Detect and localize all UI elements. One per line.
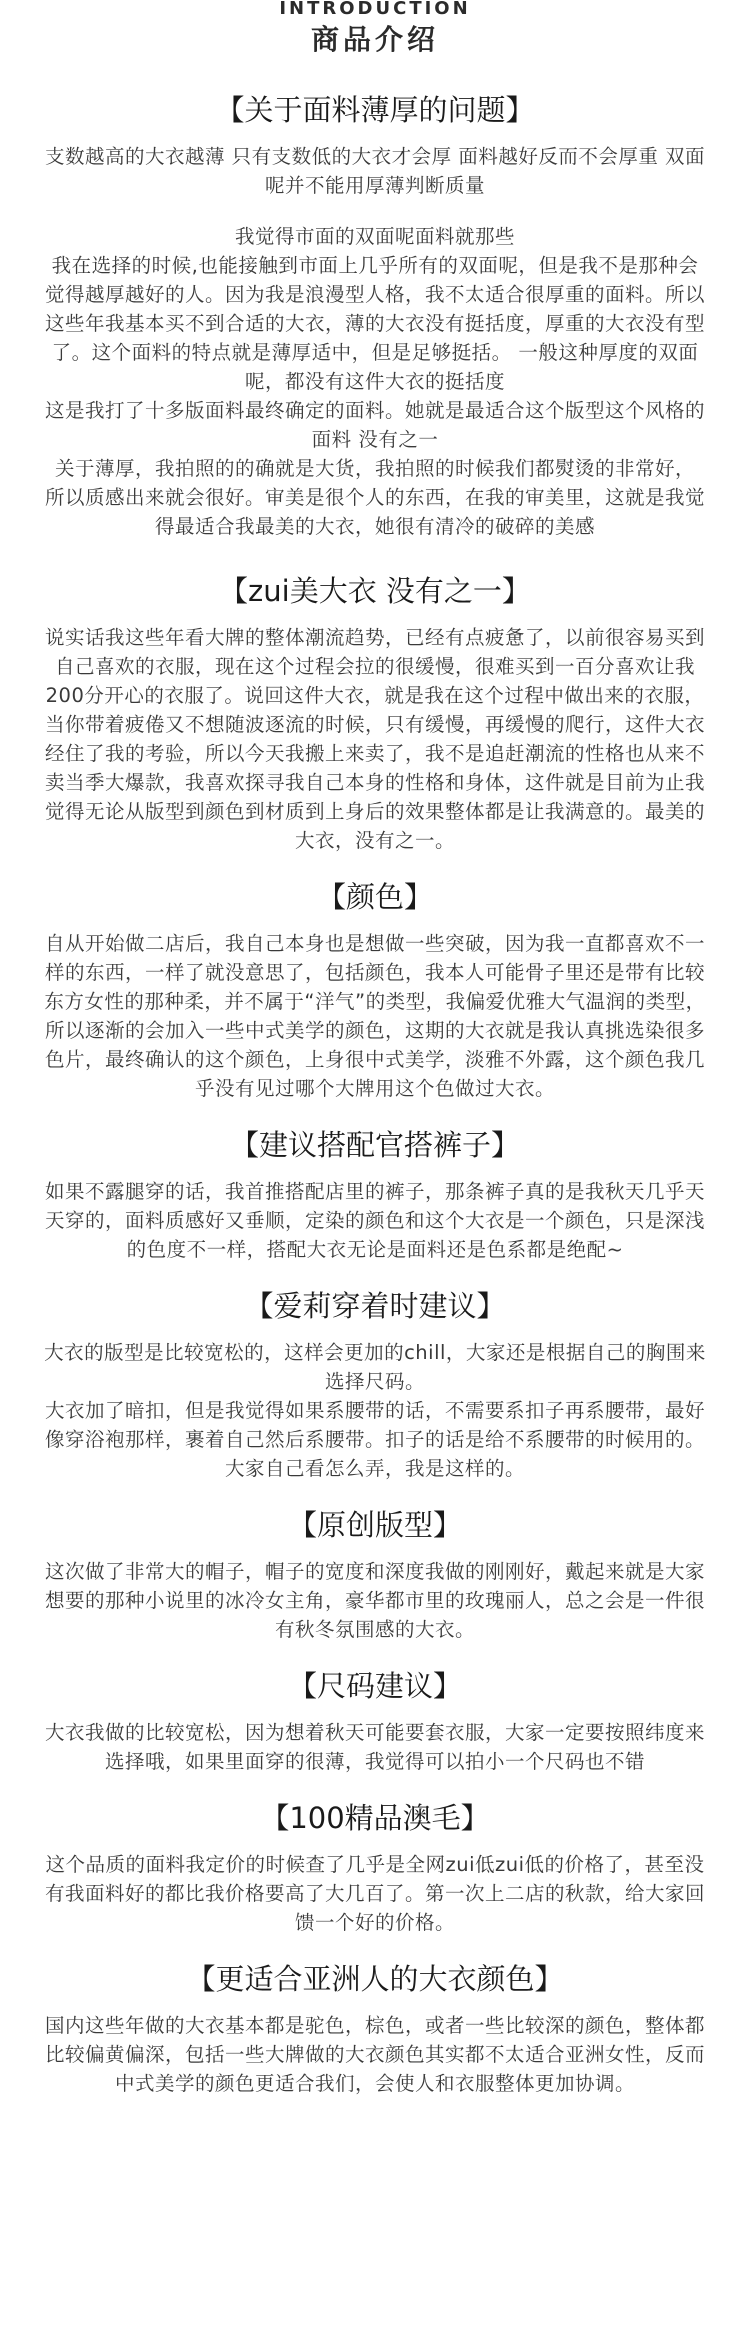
section-color: [44, 877, 706, 1103]
section-wearing-advice: [44, 1286, 706, 1483]
section-paragraph: 这是我打了十多版面料最终确定的面料。她就是最适合这个版型这个风格的面料 没有之一: [44, 399, 705, 451]
section-paragraph: 我觉得市面的双面呢面料就那些: [234, 225, 515, 248]
section-heading: 【更适合亚洲人的大衣颜色】: [186, 1962, 564, 1996]
section-paragraph: 我在选择的时候,也能接触到市面上几乎所有的双面呢，但是我不是那种会觉得越厚越好的人。因为我是浪漫型人格，我不太适合很厚重的面料。所以这些年我基本买不到合适的大衣，薄的大衣没有挺括度，厚重的大衣没有型了。这个面料的特点就是薄厚适中，但是足够挺括。 一般这种厚度的双面呢，都没有这件大衣的挺括度: [44, 254, 705, 393]
section-paragraph: 这个品质的面料我定价的时候查了几乎是全网zui低zui低的价格了，甚至没有我面料好的都比我价格要高了大几百了。第一次上二店的秋款，给大家回馈一个好的价格。: [44, 1853, 705, 1934]
section-paragraph: 说实话我这些年看大牌的整体潮流趋势，已经有点疲惫了，以前很容易买到自己喜欢的衣服，现在这个过程会拉的很缓慢，很难买到一百分喜欢让我200分开心的衣服了。说回这件大衣，就是我在这个过程中做出来的衣服，当你带着疲倦又不想随波逐流的时候，只有缓慢，再缓慢的爬行，这件大衣经住了我的考验，所以今天我搬上来卖了，我不是追赶潮流的性格也从来不卖当季大爆款，我喜欢探寻我自己本身的性格和身体，这件就是目前为止我觉得无论从版型到颜色到材质到上身后的效果整体都是让我满意的。最美的大衣，没有之一。: [44, 626, 705, 852]
section-paragraph: 大衣我做的比较宽松，因为想着秋天可能要套衣服，大家一定要按照纬度来选择哦，如果里面穿的很薄，我觉得可以拍小一个尺码也不错: [44, 1721, 705, 1773]
section-heading: 【尺码建议】: [287, 1669, 462, 1703]
section-paragraph: 国内这些年做的大衣基本都是驼色，棕色，或者一些比较深的颜色，整体都比较偏黄偏深，包括一些大牌做的大衣颜色其实都不太适合亚洲女性，反而中式美学的颜色更适合我们，会使人和衣服整体更加协调。: [44, 2014, 705, 2095]
section-heading: 【100精品澳毛】: [260, 1801, 490, 1835]
section-paragraph: 如果不露腿穿的话，我首推搭配店里的裤子，那条裤子真的是我秋天几乎天天穿的，面料质感好又垂顺，定染的颜色和这个大衣是一个颜色，只是深浅的色度不一样，搭配大衣无论是面料还是色系都是绝配~: [44, 1180, 705, 1261]
section-asian-colors: [44, 1959, 706, 2098]
section-paragraph: 大衣的版型是比较宽松的，这样会更加的chill，大家还是根据自己的胸围来选择尺码。: [44, 1341, 706, 1393]
section-heading: 【爱莉穿着时建议】: [244, 1289, 506, 1323]
section-heading: 【zui美大衣 没有之一】: [219, 574, 531, 608]
section-paragraph: 大衣加了暗扣，但是我觉得如果系腰带的话，不需要系扣子再系腰带，最好像穿浴袍那样，裹着自己然后系腰带。扣子的话是给不系腰带的时候用的。大家自己看怎么弄，我是这样的。: [44, 1399, 705, 1480]
intro-header: [44, 0, 706, 60]
section-heading: 【关于面料薄厚的问题】: [215, 93, 535, 127]
section-fabric-thickness: [44, 90, 706, 541]
intro-english-title: INTRODUCTION: [279, 0, 471, 18]
section-pairing-pants: [44, 1125, 706, 1264]
section-heading: 【建议搭配官搭裤子】: [229, 1128, 520, 1162]
section-paragraph: 这次做了非常大的帽子，帽子的宽度和深度我做的刚刚好，戴起来就是大家想要的那种小说里的冰冷女主角，豪华都市里的玫瑰丽人，总之会是一件很有秋冬氛围感的大衣。: [44, 1560, 705, 1641]
section-paragraph: 关于薄厚，我拍照的的确就是大货，我拍照的时候我们都熨烫的非常好， 所以质感出来就会很好。审美是很个人的东西，在我的审美里，这就是我觉得最适合我最美的大衣，她很有清冷的破碎的美感: [44, 457, 705, 538]
section-paragraph: 自从开始做二店后，我自己本身也是想做一些突破，因为我一直都喜欢不一样的东西，一样了就没意思了，包括颜色，我本人可能骨子里还是带有比较东方女性的那种柔，并不属于“洋气”的类型，我偏爱优雅大气温润的类型，所以逐渐的会加入一些中式美学的颜色，这期的大衣就是我认真挑选染很多色片，最终确认的这个颜色，上身很中式美学，淡雅不外露，这个颜色我几乎没有见过哪个大牌用这个色做过大衣。: [44, 932, 706, 1100]
intro-chinese-title: 商品介绍: [310, 23, 439, 56]
section-size-advice: [44, 1666, 706, 1776]
section-original-pattern: [44, 1505, 706, 1644]
section-best-coat: [44, 571, 706, 855]
section-heading: 【颜色】: [316, 880, 433, 914]
section-paragraph: 支数越高的大衣越薄 只有支数低的大衣才会厚 面料越好反而不会厚重 双面呢并不能用厚薄判断质量: [44, 145, 706, 197]
section-australian-wool: [44, 1798, 706, 1937]
section-heading: 【原创版型】: [287, 1508, 462, 1542]
